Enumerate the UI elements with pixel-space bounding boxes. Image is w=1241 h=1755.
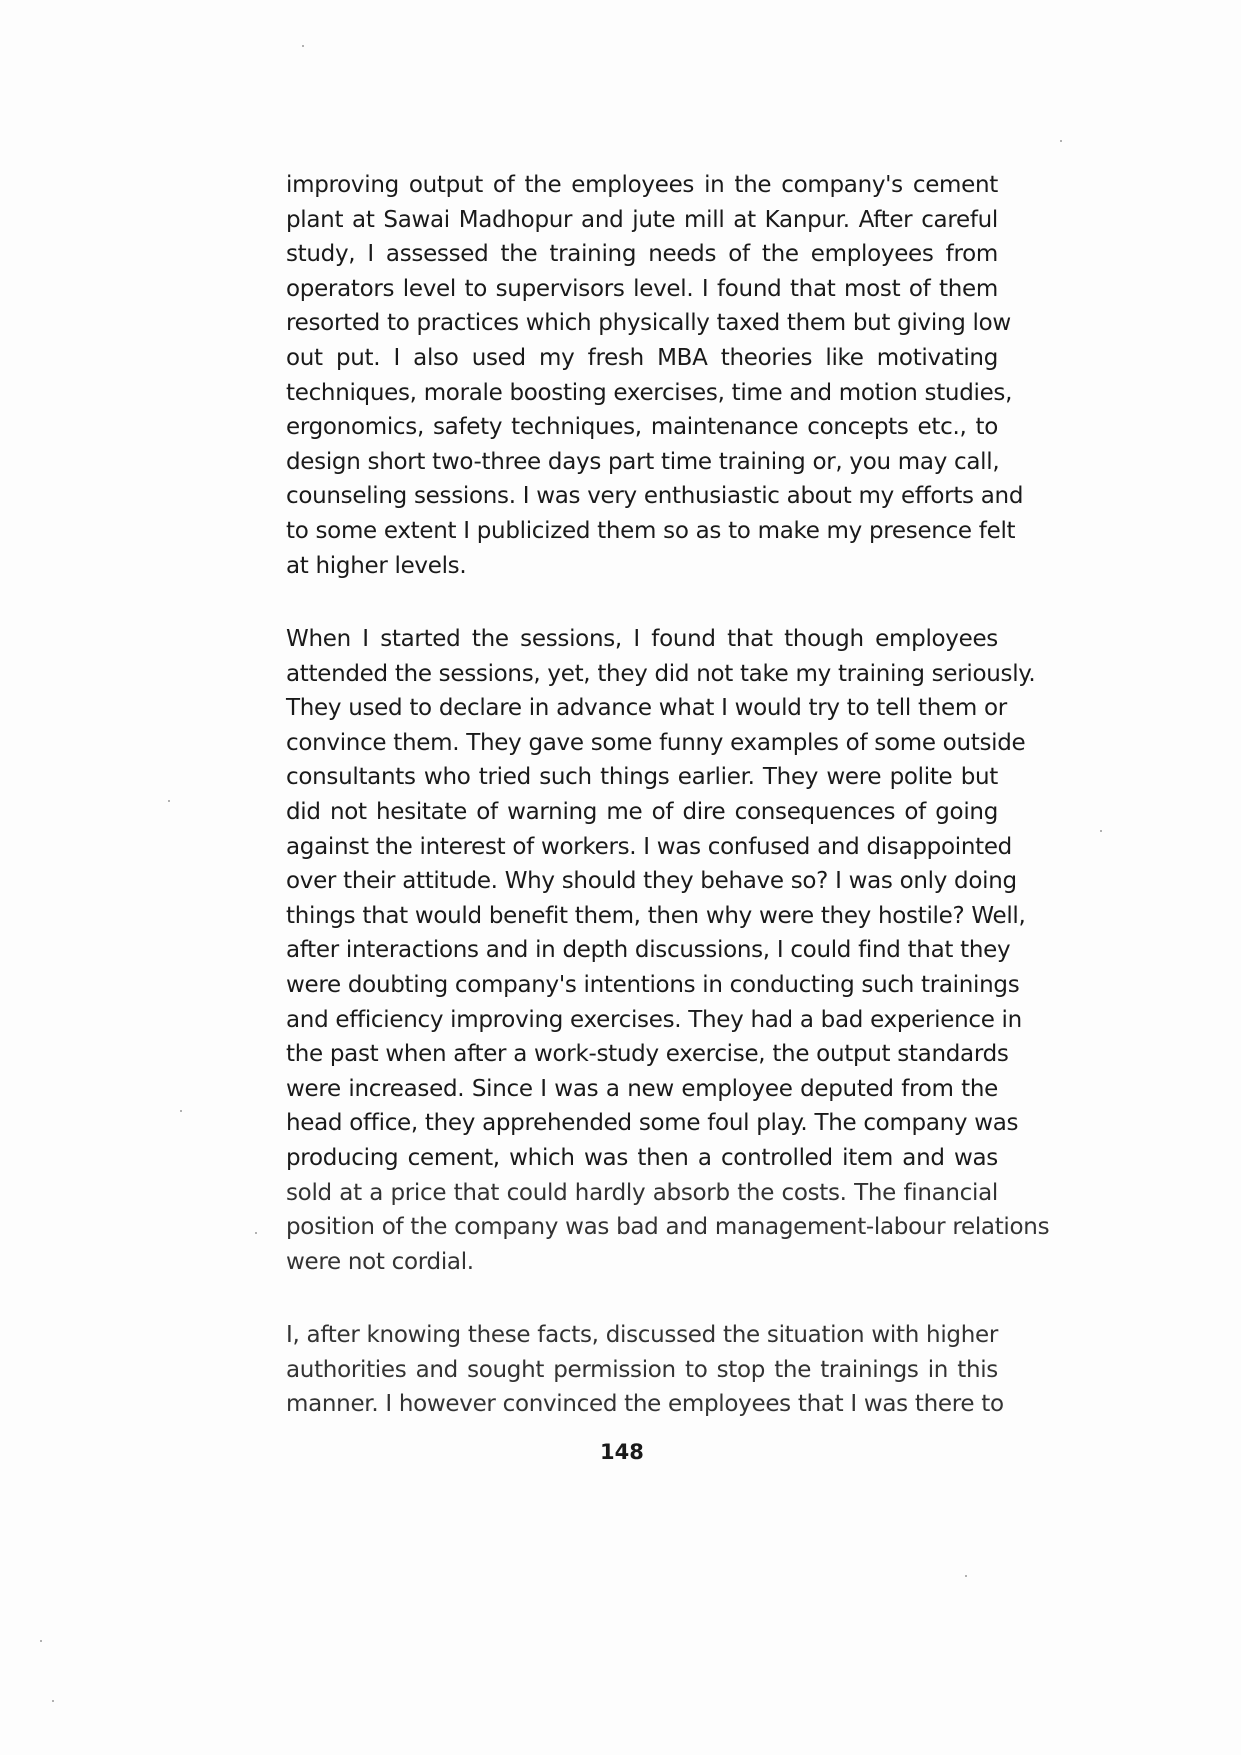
scan-speck — [255, 1232, 257, 1234]
text-line: ergonomics, safety techniques, maintenance concepts etc., to — [286, 414, 998, 441]
text-line: When I started the sessions, I found that though employees — [286, 626, 998, 652]
text-line: were not cordial. — [286, 1248, 474, 1275]
text-line: study, I assessed the training needs of the employees from — [286, 241, 998, 268]
text-line: things that would benefit them, then why were they hostile? Well, — [286, 902, 1026, 929]
text-line: head office, they apprehended some foul play. The company was — [286, 1110, 1019, 1137]
text-line: resorted to practices which physically taxed them but giving low — [286, 310, 1011, 337]
text-line: plant at Sawai Madhopur and jute mill at Kanpur. After careful — [286, 206, 998, 233]
text-line: attended the sessions, yet, they did not take my training seriously. — [286, 660, 1036, 687]
text-line: sold at a price that could hardly absorb the costs. The financial — [286, 1179, 998, 1206]
text-line: after interactions and in depth discussions, I could find that they — [286, 937, 1011, 964]
text-line: were increased. Since I was a new employee deputed from the — [286, 1075, 998, 1102]
text-line: consultants who tried such things earlier. They were polite but — [286, 764, 998, 791]
scan-speck — [1060, 140, 1062, 142]
text-line: They used to declare in advance what I would try to tell them or — [286, 695, 1007, 722]
text-line: out put. I also used my fresh MBA theories like motivating — [286, 344, 998, 371]
text-line: producing cement, which was then a controlled item and was — [286, 1144, 998, 1171]
text-line: manner. I however convinced the employees that I was there to — [286, 1391, 1004, 1418]
text-line: improving output of the employees in the company's cement — [286, 172, 998, 198]
text-line: to some extent I publicized them so as to make my presence felt — [286, 517, 1016, 544]
text-line: techniques, morale boosting exercises, time and motion studies, — [286, 379, 1013, 406]
scan-speck — [52, 1700, 54, 1702]
text-line: convince them. They gave some funny examples of some outside — [286, 729, 1026, 756]
text-line: did not hesitate of warning me of dire consequences of going — [286, 798, 998, 825]
scan-speck — [965, 1575, 967, 1577]
scan-speck — [1100, 830, 1102, 832]
text-line: and efficiency improving exercises. They had a bad experience in — [286, 1006, 1022, 1033]
scan-speck — [302, 45, 304, 47]
text-line: at higher levels. — [286, 552, 467, 579]
text-line: I, after knowing these facts, discussed the situation with higher — [286, 1322, 998, 1348]
paragraph-2 — [286, 622, 1050, 1279]
scan-speck — [180, 1110, 182, 1112]
text-line: counseling sessions. I was very enthusiastic about my efforts and — [286, 483, 1024, 510]
scan-speck — [40, 1640, 42, 1642]
text-line: position of the company was bad and management-labour relations — [286, 1214, 1050, 1241]
scan-speck — [168, 800, 170, 802]
page-number: 148 — [600, 1440, 644, 1464]
paragraph-1 — [286, 168, 1024, 583]
paragraph-3 — [286, 1318, 1004, 1422]
text-line: operators level to supervisors level. I found that most of them — [286, 275, 998, 302]
text-line: against the interest of workers. I was confused and disappointed — [286, 833, 1012, 860]
text-line: were doubting company's intentions in conducting such trainings — [286, 971, 1020, 998]
text-line: over their attitude. Why should they behave so? I was only doing — [286, 868, 1017, 895]
text-line: the past when after a work-study exercise, the output standards — [286, 1041, 1009, 1068]
text-line: design short two-three days part time training or, you may call, — [286, 448, 1000, 475]
text-line: authorities and sought permission to stop the trainings in this — [286, 1356, 998, 1383]
